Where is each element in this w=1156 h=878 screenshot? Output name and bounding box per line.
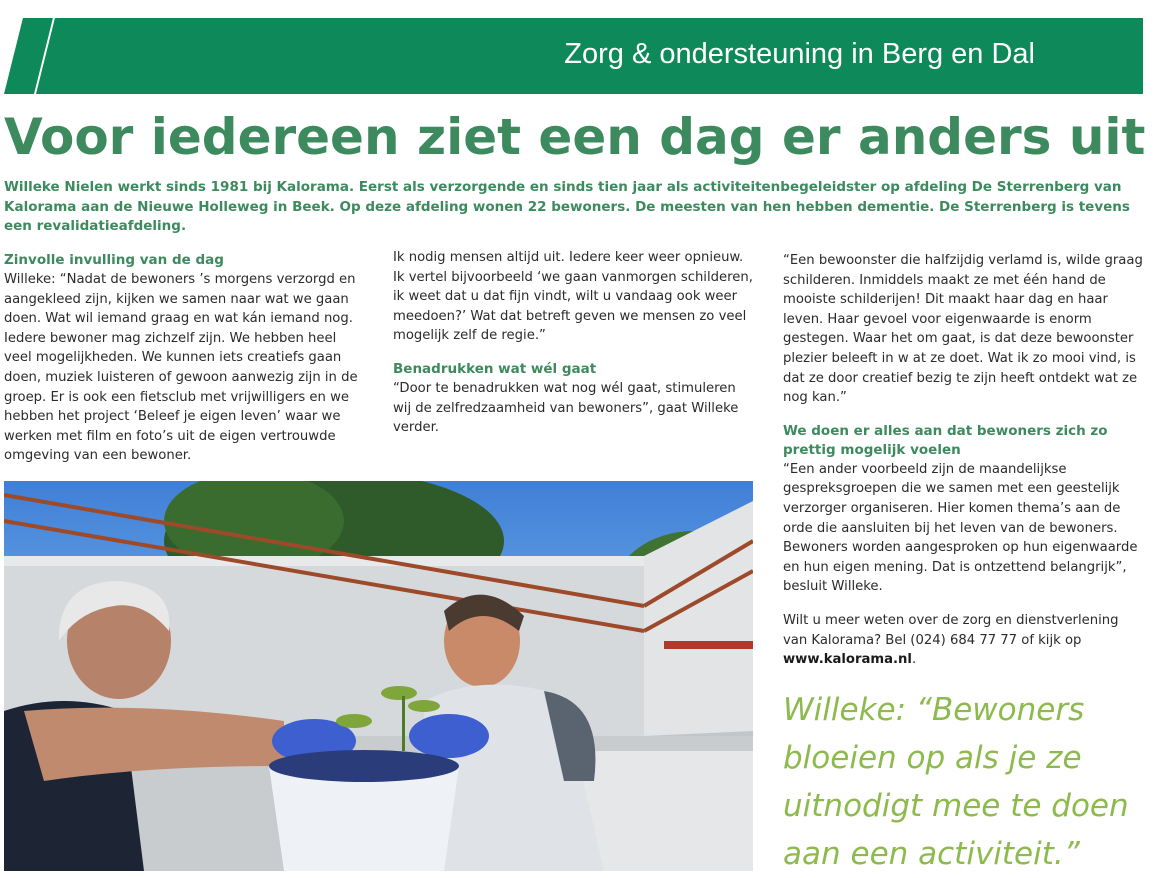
section-banner [58, 18, 1143, 94]
subheading-benadrukken: Benadrukken wat wél gaat [393, 360, 597, 377]
column-3 [783, 251, 1145, 670]
column-2-body-1: Ik nodig mensen altijd uit. Iedere keer weer opnieuw. Ik vertel bijvoorbeeld ‘we gaan vanmorgen schilderen, ik weet dat u dat fijn vindt, wilt u vandaag ook weer meedoen?’ Wat dat betreft geven we mensen zo veel mogelijk zelf de regie.” [393, 250, 753, 344]
subheading-zinvolle: Zinvolle invulling van de dag [4, 252, 224, 268]
pull-quote: Willeke: “Bewoners bloeien op als je ze uitnodigt mee te doen aan een activiteit.” [783, 692, 1129, 872]
column-3-body-1: “Een bewoonster die halfzijdig verlamd is, wilde graag schilderen. Inmiddels maakt ze met één hand de mooiste schilderijen! Dit maakt haar dag en haar leven. Haar gevoel voor eigenwaarde is enorm gestegen. Waar het om gaat, is dat deze bewoonster plezier beleeft in w at ze doet. Wat ik zo mooi vind, is dat ze door creatief bezig te zijn heeft ontdekt wat ze nog kan.” [783, 253, 1143, 406]
glove-right [409, 714, 489, 758]
article-headline: Voor iedereen ziet een dag er anders uit [4, 108, 1146, 166]
contact-text: Wilt u meer weten over de zorg en dienstverlening van Kalorama? Bel (024) 684 77 77 of kijk op [783, 612, 1119, 648]
subheading-we-doen: We doen er alles aan dat bewoners zich zo prettig mogelijk voelen [783, 422, 1108, 458]
column-1-body: Willeke: “Nadat de bewoners ’s morgens verzorgd en aangekleed zijn, kijken we samen naar wat we gaan doen. Wat wil iemand graag en wat kán iemand nog. Iedere bewoner mag zichzelf zijn. We hebben heel veel mogelijkheden. We kunnen iets creatiefs gaan doen, muziek luisteren of gewoon aanwezig zijn in de groep. Er is ook een fietsclub met vrijwilligers en we hebben het project ‘Beleef je eigen leven’ waar we werken met film en foto’s uit de eigen vertrouwde omgeving van een bewoner. [4, 272, 358, 464]
section-title: Zorg & ondersteuning in Berg en Dal [564, 38, 1035, 70]
column-3-body-2: “Een ander voorbeeld zijn de maandelijkse gespreksgroepen die we samen met een geestelijk verzorger organiseren. Hier komen thema’s aan de orde die aansluiten bij het leven van de bewoners. Bewoners worden aangesproken op hun eigenwaarde en hun eigen mening. Dat is ontzettend belangrijk”, besluit Willeke. [783, 461, 1138, 595]
website-link[interactable]: www.kalorama.nl [783, 652, 912, 668]
column-1 [4, 251, 366, 466]
photo-illustration [4, 481, 753, 871]
column-2 [393, 248, 755, 438]
article-photo [4, 481, 753, 871]
column-2-body-2: “Door te benadrukken wat nog wél gaat, stimuleren wij de zelfredzaamheid van bewoners”, gaat Willeke verder. [393, 380, 739, 436]
contact-paragraph: Wilt u meer weten over de zorg en dienstverlening van Kalorama? Bel (024) 684 77 77 of kijk op www.kalorama.nl. [783, 612, 1119, 668]
article-intro: Willeke Nielen werkt sinds 1981 bij Kalorama. Eerst als verzorgende en sinds tien jaar als activiteitenbegeleidster op afdeling De Sterrenberg van Kalorama aan de Nieuwe Holleweg in Beek. Op deze afdeling wonen 22 bewoners. De meesten van hen hebben dementie. De Sterrenberg is tevens een revalidatieafdeling. [4, 179, 1130, 234]
